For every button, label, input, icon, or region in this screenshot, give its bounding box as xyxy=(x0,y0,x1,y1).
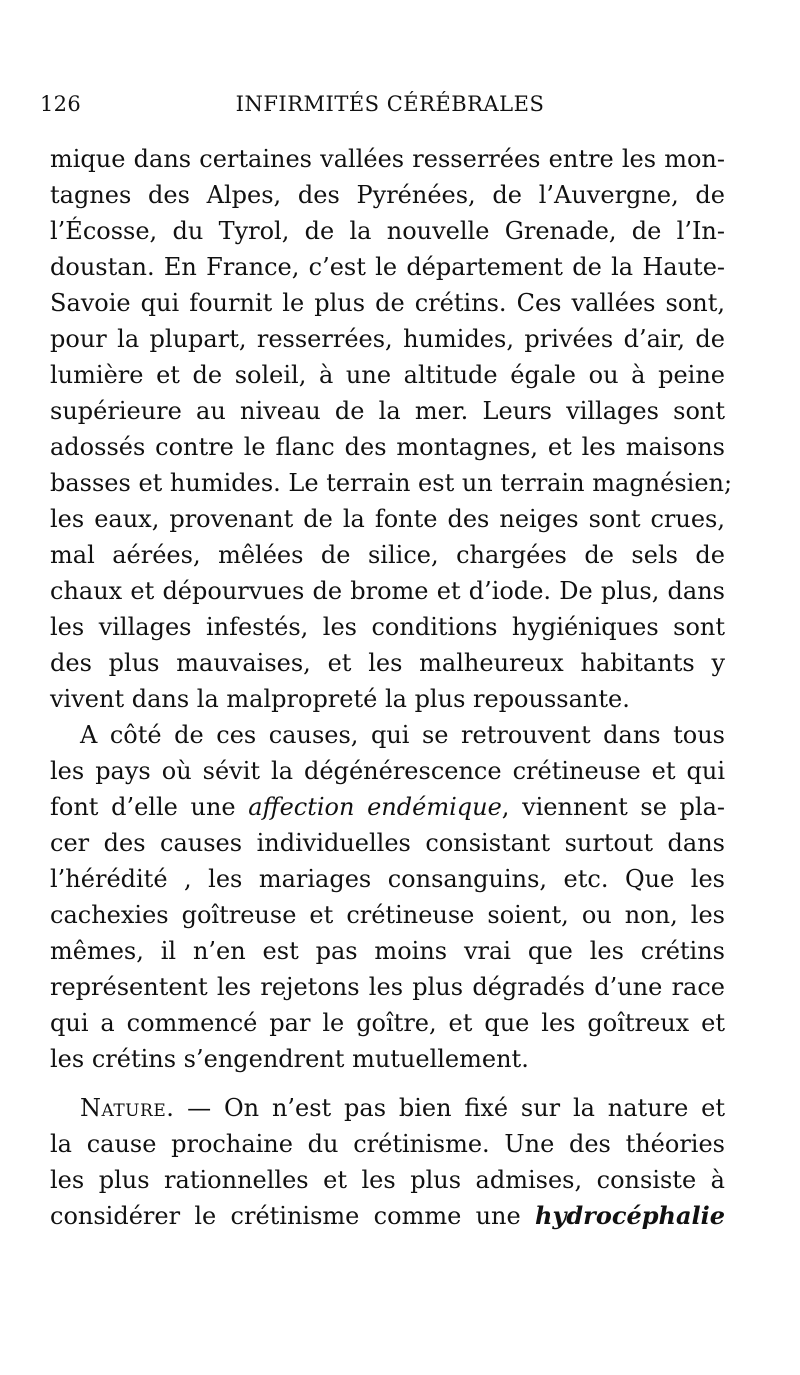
text-segment: font d’elle une xyxy=(50,793,249,821)
text-line: pour la plupart, resserrées, humides, privées d’air, de xyxy=(50,325,725,353)
paragraph-2 xyxy=(50,717,725,1077)
text-line: l’hérédité , les mariages consanguins, etc. Que les xyxy=(50,865,725,893)
italic-term: affection endémique xyxy=(248,793,502,821)
text-line xyxy=(50,1090,725,1126)
text-line: cachexies goîtreuse et crétineuse soient, ou non, les xyxy=(50,901,725,929)
text-line: tagnes des Alpes, des Pyrénées, de l’Auvergne, de xyxy=(50,181,725,209)
text-line: cer des causes individuelles consistant surtout dans xyxy=(50,829,725,857)
italic-term: hydrocéphalie xyxy=(535,1201,725,1230)
text-segment: , viennent se pla- xyxy=(501,793,726,821)
body-text xyxy=(50,141,733,1234)
text-line: l’Écosse, du Tyrol, de la nouvelle Grenade, de l’In- xyxy=(50,217,725,245)
paragraph-gap xyxy=(50,1077,725,1090)
text-line: vivent dans la malpropreté la plus repoussante. xyxy=(50,685,630,713)
section-heading: Nature. xyxy=(80,1094,175,1122)
text-line xyxy=(50,1198,725,1234)
text-line: les eaux, provenant de la fonte des neiges sont crues, xyxy=(50,505,725,533)
text-line: adossés contre le flanc des montagnes, et les maisons xyxy=(50,433,725,461)
running-title: INFIRMITÉS CÉRÉBRALES xyxy=(235,92,545,116)
text-line: des plus mauvaises, et les malheureux habitants y xyxy=(50,649,725,677)
text-line: lumière et de soleil, à une altitude égale ou à peine xyxy=(50,361,725,389)
text-line: mêmes, il n’en est pas moins vrai que les crétins xyxy=(50,937,725,965)
text-line: basses et humides. Le terrain est un terrain magnésien; xyxy=(50,469,733,497)
paragraph-3 xyxy=(50,1090,725,1234)
page-number: 126 xyxy=(40,92,81,116)
text-line: les pays où sévit la dégénérescence crétineuse et qui xyxy=(50,757,725,785)
text-line: mique dans certaines vallées resserrées entre les mon- xyxy=(50,145,725,173)
text-line: chaux et dépourvues de brome et d’iode. De plus, dans xyxy=(50,577,725,605)
text-line: mal aérées, mêlées de silice, chargées de sels de xyxy=(50,541,725,569)
text-line: A côté de ces causes, qui se retrouvent dans tous xyxy=(80,721,725,749)
text-line: qui a commencé par le goître, et que les goîtreux et xyxy=(50,1009,725,1037)
text-line: Savoie qui fournit le plus de crétins. Ces vallées sont, xyxy=(50,289,725,317)
text-line: supérieure au niveau de la mer. Leurs villages sont xyxy=(50,397,725,425)
text-segment: considérer le crétinisme comme une xyxy=(50,1202,535,1230)
text-line: représentent les rejetons les plus dégradés d’une race xyxy=(50,973,725,1001)
text-line: doustan. En France, c’est le département de la Haute- xyxy=(50,253,725,281)
text-line: les villages infestés, les conditions hygiéniques sont xyxy=(50,613,725,641)
text-segment: — On n’est pas bien fixé sur la nature et xyxy=(174,1094,725,1122)
paragraph-1 xyxy=(50,141,733,717)
text-line: la cause prochaine du crétinisme. Une des théories xyxy=(50,1130,725,1158)
text-line: les plus rationnelles et les plus admises, consiste à xyxy=(50,1166,725,1194)
text-line: les crétins s’engendrent mutuellement. xyxy=(50,1045,529,1073)
page-header xyxy=(40,92,740,124)
text-line xyxy=(50,789,725,825)
